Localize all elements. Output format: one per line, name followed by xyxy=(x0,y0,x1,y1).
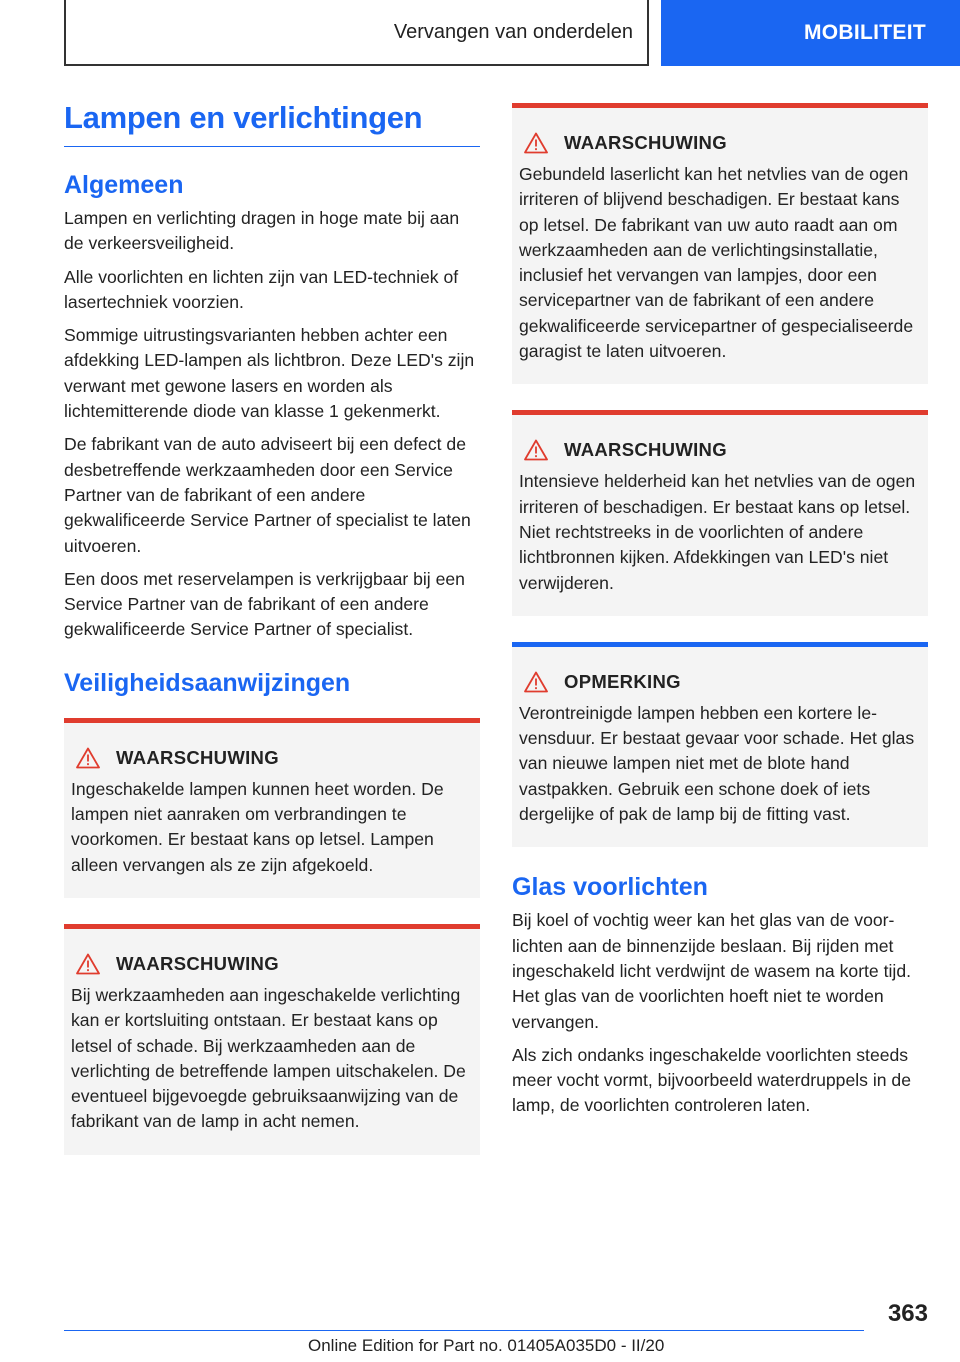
header-section-label: Vervangen van onderdelen xyxy=(393,20,633,43)
warning-triangle-icon xyxy=(524,439,548,461)
notice-header xyxy=(71,953,472,975)
paragraph: De fabrikant van de auto adviseert bij een defect de desbetreffende werkzaamheden door een Service Partner van de fabrikant of een andere gekwalificeerde Service Partner of specialist te laten uitvoeren. xyxy=(64,434,471,556)
warning-triangle-icon xyxy=(76,953,100,975)
header-chapter-label: MOBILITEIT xyxy=(804,21,926,44)
header-section-title xyxy=(64,0,649,66)
notice-header xyxy=(519,132,920,154)
left-column xyxy=(64,100,480,1181)
right-column xyxy=(512,103,928,1127)
paragraph: Alle voorlichten en lichten zijn van LED-techniek of lasertechniek voorzien. xyxy=(64,266,459,312)
warning-triangle-icon xyxy=(76,747,100,769)
notice-label: WAARSCHUWING xyxy=(116,746,279,768)
header-chapter-tab xyxy=(661,0,960,66)
footer-divider xyxy=(64,1330,864,1331)
notice-text: Bij werkzaamheden aan ingeschakelde verlichting kan er kortsluiting ontstaan. Er bestaat kans op letsel of schade. Bij werkzaamheden aan de verlichting de betreffende lampen uitschakelen. De eventueel bijgevoegde gebruiksaanwijzing van de fabrikant van de lamp in acht nemen. xyxy=(71,984,466,1132)
paragraph: Bij koel of vochtig weer kan het glas van de voorlichten aan de binnenzijde beslaan. Bij rijden met ingeschakeld licht verdwijnt de wasem na korte tijd. Het glas van de voorlichten hoeft niet te worden vervangen. xyxy=(512,910,911,1032)
paragraph: Als zich ondanks ingeschakelde voorlichten steeds meer vocht vormt, bijvoorbeeld waterdruppels in de lamp, de voorlichten controleren laten. xyxy=(512,1044,911,1116)
notice-label: WAARSCHUWING xyxy=(564,132,727,153)
warning-notice xyxy=(512,103,928,384)
notice-header xyxy=(71,747,472,769)
paragraph: Sommige uitrustingsvarianten hebben achter een afdekking LED-lampen als lichtbron. Deze LED's zijn verwant met gewone lasers en worden als lichtemitterende diode van klasse 1 gekenmerkt. xyxy=(64,325,475,422)
notice-header xyxy=(519,439,920,461)
notice-label: WAARSCHUWING xyxy=(564,439,727,461)
notice-label: WAARSCHUWING xyxy=(116,952,279,974)
notice-text: Verontreinigde lampen hebben een kortere levensduur. Er bestaat gevaar voor schade. Het glas van nieuwe lampen niet met de blote hand vastpakken. Gebruik een schone doek of iets dergelijke of pak de lamp bij de fitting vast. xyxy=(519,702,915,825)
heading-veiligheidsaanwijzingen: Veiligheidsaanwijzingen xyxy=(64,668,351,697)
page-title: Lampen en verlichtingen xyxy=(64,100,480,147)
notice-text: Gebundeld laserlicht kan het netvlies van de ogen irriteren of blijvend beschadigen. Er bestaat kans op letsel. De fabrikant van uw auto raadt aan om werkzaamheden aan de verlichtingsinstallatie, inclusief het vervangen van lampjes, door een servicepartner van de fabrikant of een andere gekwalificeerde servicepartner of gespecialiseerde garagist te laten uitvoeren. xyxy=(519,164,914,362)
notice-header xyxy=(519,671,920,693)
warning-notice xyxy=(64,718,480,898)
paragraph: Lampen en verlichting dragen in hoge mate bij aan de verkeersveiligheid. xyxy=(64,208,460,254)
warning-triangle-icon xyxy=(524,132,548,154)
notice-text: Ingeschakelde lampen kunnen heet worden. De lampen niet aanraken om verbrandingen te voorkomen. Er bestaat kans op letsel. Lampen alleen vervangen als ze zijn afgekoeld. xyxy=(71,778,444,875)
heading-glas-voorlichten: Glas voorlichten xyxy=(512,873,708,902)
notice-label: OPMERKING xyxy=(564,670,681,692)
remark-notice xyxy=(512,642,928,847)
heading-algemeen: Algemeen xyxy=(64,171,184,199)
notice-text: Intensieve helderheid kan het netvlies van de ogen irriteren of beschadigen. Er bestaat kans op letsel. Niet rechtstreeks in de voorlichten of andere lichtbronnen kijken. Afdekkingen van LED's niet verwijderen. xyxy=(519,471,916,593)
warning-triangle-icon xyxy=(524,671,548,693)
paragraph: Een doos met reservelampen is verkrijgbaar bij een Service Partner van de fabrikant of een andere gekwalificeerde Service Partner of specialist. xyxy=(64,568,465,640)
footer-edition: Online Edition for Part no. 01405A035D0 - II/20 xyxy=(308,1336,665,1355)
warning-notice xyxy=(64,924,480,1155)
page-number: 363 xyxy=(887,1300,928,1327)
warning-notice xyxy=(512,410,928,615)
